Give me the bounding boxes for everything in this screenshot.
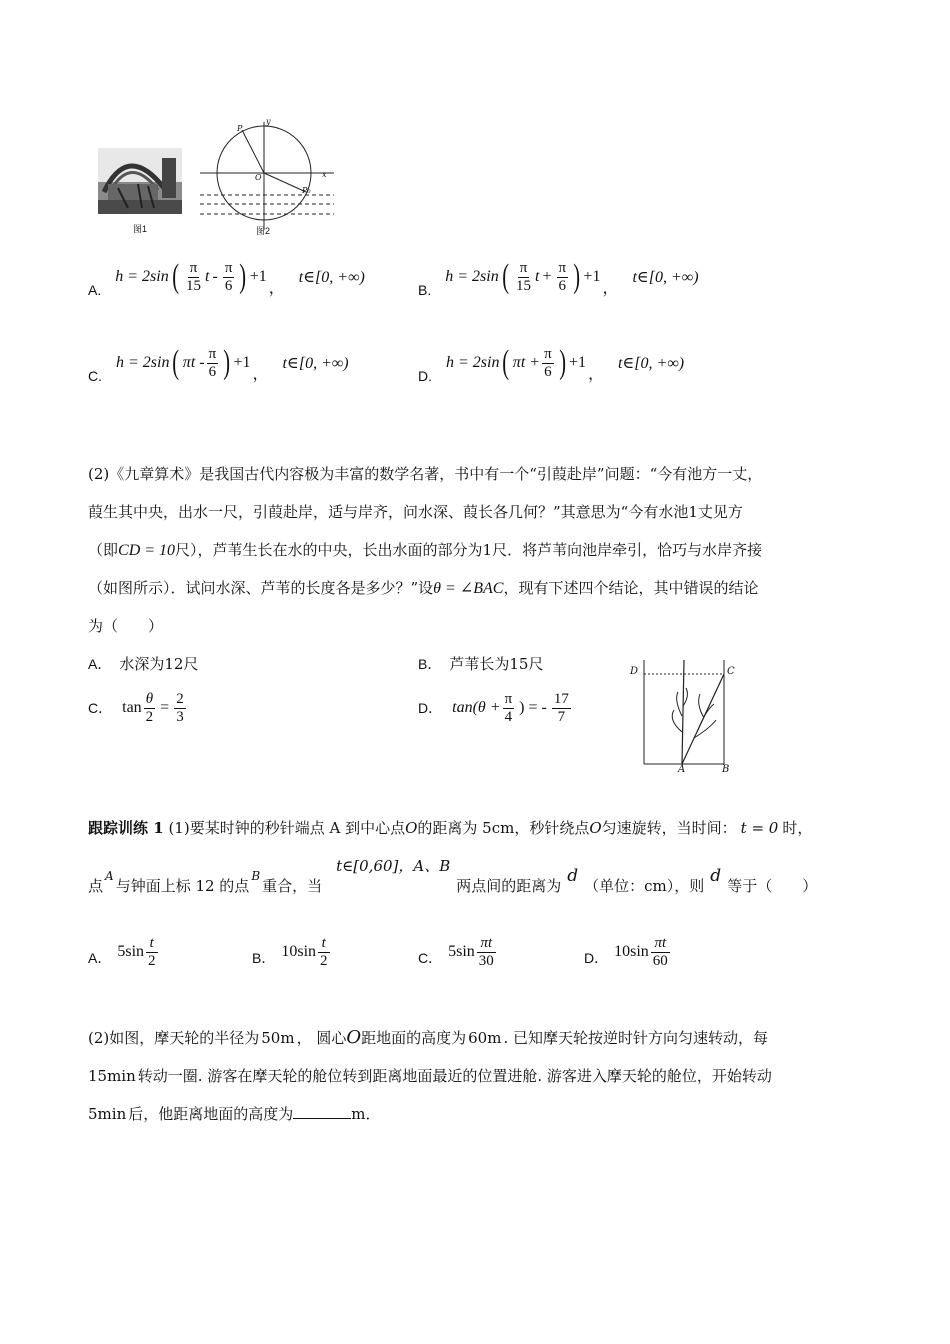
answer-blank[interactable] bbox=[293, 1104, 351, 1119]
q2-line-3: （即CD = 10尺），芦苇生长在水的中央，长出水面的部分为1尺．将芦苇向池岸牵引，恰巧与水岸齐接 bbox=[88, 541, 763, 559]
q2-option-b[interactable]: B． 芦苇长为15尺 bbox=[418, 655, 544, 673]
figure2-caption: 图2 bbox=[256, 226, 271, 236]
q1-option-a[interactable]: A. h = 2sin ( $\frac{\pi}{15}$ t - $\frac{\pi}{6}$ ) +1 ， t∈[0, +∞) bbox=[88, 258, 365, 298]
t1-q1-line-2: 点 A 与钟面上标 12 的点 B 重合，当 t∈[0,60]，A、B 两点间的距离为 d （单位：cm），则 d 等于（ ） bbox=[88, 857, 818, 895]
q2-line-5: 为（ ） bbox=[88, 617, 164, 635]
t1-q1-option-a[interactable]: A． 5sin $\frac{t}{2}$ bbox=[88, 934, 156, 969]
figure1-caption: 图1 bbox=[133, 224, 148, 234]
fig2-label-P: P bbox=[237, 124, 243, 133]
option-letter: C. bbox=[88, 368, 102, 384]
q2-line-2: 葭生其中央，出水一尺，引葭赴岸，适与岸齐，问水深、葭长各几何？”其意思为“今有水池1丈见方 bbox=[88, 503, 743, 521]
reed-label-A: A bbox=[678, 764, 686, 775]
fig2-label-P0: P₀ bbox=[302, 186, 311, 195]
circle-diagram bbox=[196, 118, 342, 230]
t1-q2-line-2: 15min 转动一圈. 游客在摩天轮的舱位转到距离地面最近的位置进舱. 游客进入摩天轮的舱位，开始转动 bbox=[88, 1067, 772, 1085]
option-letter: D. bbox=[418, 368, 432, 384]
q2-option-c[interactable]: C． tan $\frac{\theta}{2}$ = $\frac{2}{3}$ bbox=[88, 690, 184, 725]
t1-q1-line-1: 跟踪训练 1 (1)要某时钟的秒针端点 A 到中心点O的距离为 5cm，秒针绕点O匀速旋转，当时间： t = 0 时， bbox=[88, 819, 813, 837]
q1-option-b[interactable]: B. h = 2sin ( $\frac{\pi}{15}$ t + $\frac{\pi}{6}$ ) +1 ， t∈[0, +∞) bbox=[418, 258, 699, 298]
reed-label-D: D bbox=[630, 666, 639, 677]
t1-q1-option-d[interactable]: D． 10sin $\frac{\pi t}{60}$ bbox=[584, 934, 668, 969]
t1-q1-option-c[interactable]: C． 5sin $\frac{\pi t}{30}$ bbox=[418, 934, 494, 969]
reed-pool-diagram bbox=[640, 658, 740, 770]
t1-q1-option-b[interactable]: B． 10sin $\frac{t}{2}$ bbox=[252, 934, 328, 969]
water-wheel-photo bbox=[98, 148, 182, 214]
q1-option-c[interactable]: C. h = 2sin ( πt - $\frac{\pi}{6}$ ) +1 ， t∈[0, +∞) bbox=[88, 344, 349, 384]
reed-label-C: C bbox=[727, 666, 735, 677]
q2-option-a[interactable]: A． 水深为12尺 bbox=[88, 655, 199, 673]
option-letter: A. bbox=[88, 282, 102, 298]
fig2-label-y: y bbox=[266, 117, 271, 126]
q2-line-4: （如图所示）．试问水深、芦苇的长度各是多少？”设θ = ∠BAC，现有下述四个结论，其中错误的结论 bbox=[88, 579, 759, 597]
fig2-label-x: x bbox=[322, 170, 327, 179]
fig2-label-O: O bbox=[255, 173, 262, 182]
t1-q2-line-3: 5min 后，他距离地面的高度为 m． bbox=[88, 1105, 381, 1123]
t1-q2-line-1: (2)如图，摩天轮的半径为 50m ， 圆心O距地面的高度为 60m . 已知摩天轮按逆时针方向匀速转动，每 bbox=[88, 1027, 768, 1048]
q1-option-d[interactable]: D. h = 2sin ( πt + $\frac{\pi}{6}$ ) +1 ， t∈[0, +∞) bbox=[418, 344, 685, 384]
q2-option-d[interactable]: D． tan(θ + $\frac{\pi}{4}$ ) = - $\frac{17}{7}$ bbox=[418, 690, 569, 725]
reed-label-B: B bbox=[722, 764, 730, 775]
option-letter: B. bbox=[418, 282, 432, 298]
q2-line-1: (2)《九章算术》是我国古代内容极为丰富的数学名著，书中有一个“引葭赴岸”问题：“今有池方一丈， bbox=[88, 465, 763, 483]
